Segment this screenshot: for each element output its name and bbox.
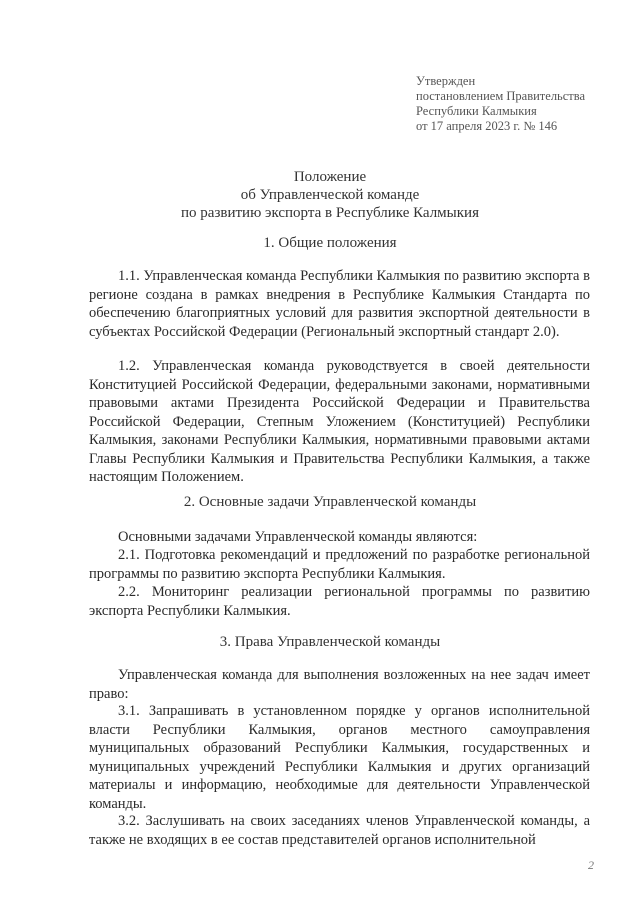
approval-line-3: Республики Калмыкия [416,104,537,118]
approval-line-4: от 17 апреля 2023 г. № 146 [416,119,558,133]
paragraph-1-1: 1.1. Управленческая команда Республики Калмыкия по развитию экспорта в регионе создана в рамках внедрения в Республике Калмыкия Стандарта по обеспечению благоприятных условий для развития экспортной деятельности в субъектах Российской Федерации (Региональный экспортный стандарт 2.0). [89,268,590,340]
paragraph-2-1: 2.1. Подготовка рекомендаций и предложений по разработке региональной программы по развитию экспорта Республики Калмыкия. [89,547,590,582]
title-line-1: Положение [293,169,367,185]
page-number: 2 [588,858,594,872]
section-heading-2: 2. Основные задачи Управленческой команды [183,494,477,510]
paragraph-2-2: 2.2. Мониторинг реализации региональной программы по развитию экспорта Республики Калмыкия. [89,584,590,619]
section-heading-1: 1. Общие положения [263,235,397,251]
approval-stamp [416,74,626,134]
title-line-3: по развитию экспорта в Республике Калмыкия [181,205,479,221]
paragraph-3-1: 3.1. Запрашивать в установленном порядке у органов исполнительной власти Республики Калмыкия, органов местного самоуправления муниципальных образований Республики Калмыкия, государственных и муниципальных учреждений Республики Калмыкия и других организаций материалы и информацию, необходимые для деятельности Управленческой команды. [89,703,590,812]
paragraph-1-2: 1.2. Управленческая команда руководствуется в своей деятельности Конституцией Российской Федерации, федеральными законами, нормативными правовыми актами Президента Российской Федерации и Правительства Российской Федерации, Степным Уложением (Конституцией) Республики Калмыкия, законами Республики Калмыкия, нормативными правовыми актами Главы Республики Калмыкия и Правительства Республики Калмыкия, а также настоящим Положением. [89,358,590,485]
document-title [60,168,600,222]
section-heading-3: 3. Права Управленческой команды [219,634,441,650]
approval-line-2: постановлением Правительства [416,89,586,103]
approval-line-1: Утвержден [416,74,476,88]
title-line-2: об Управленческой команде [240,187,420,203]
paragraph-3-2: 3.2. Заслушивать на своих заседаниях членов Управленческой команды, а также не входящих в ее состав представителей органов исполнительной [89,813,590,848]
paragraph-2-0: Основными задачами Управленческой команды являются: [118,529,478,545]
paragraph-3-0: Управленческая команда для выполнения возложенных на нее задач имеет право: [89,667,590,702]
